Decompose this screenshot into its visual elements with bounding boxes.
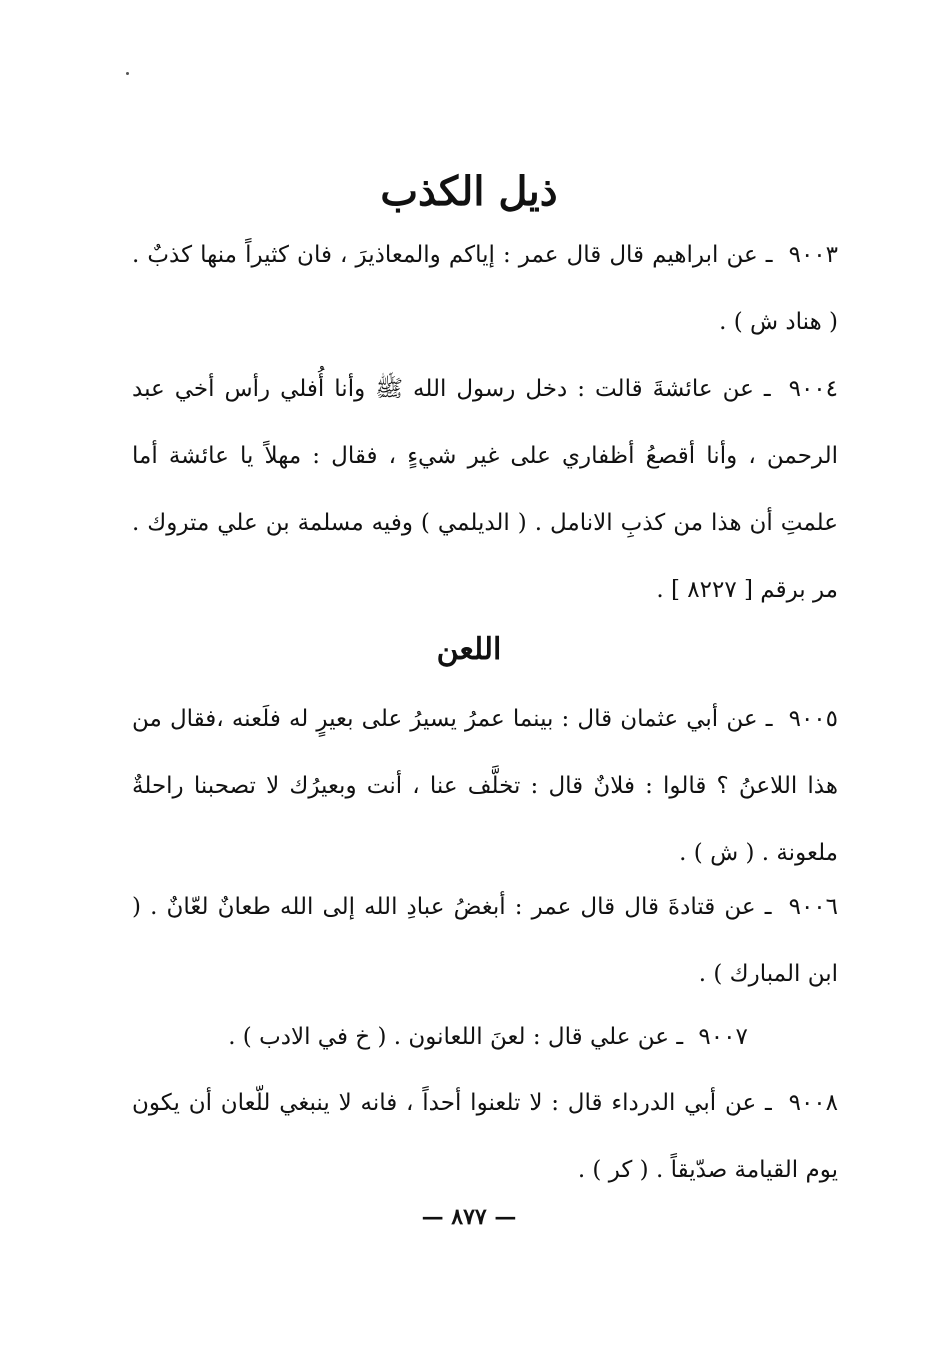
entry-9003 <box>132 222 838 356</box>
entry-text: عن علي قال : لعنَ اللعانون . ( خ في الادب ) . <box>228 1024 670 1050</box>
entry-number: ٩٠٠٨ <box>788 1090 839 1116</box>
entry-separator: ـ <box>765 1090 772 1116</box>
entry-text: عن أبي الدرداء قال : لا تلعنوا أحداً ، فانه لا ينبغي للّعان أن يكون يوم القيامة صدّيقاً . ( كر ) . <box>132 1090 838 1183</box>
entry-number: ٩٠٠٧ <box>698 1024 748 1050</box>
section-heading-cursing: اللعن <box>436 632 502 667</box>
entry-9004 <box>132 356 838 624</box>
entry-text: عن قتادةَ قال قال عمر : أبغضُ عبادِ الله إلى الله طعانٌ لعّانٌ . ( ابن المبارك ) . <box>132 894 838 987</box>
entry-9005 <box>132 686 838 887</box>
speck-mark <box>126 72 129 75</box>
entry-separator: ـ <box>763 376 771 402</box>
entry-text: عن أبي عثمان قال : بينما عمرُ يسيرُ على بعيرٍ له فلَعنه ،فقال من هذا اللاعنُ ؟ قالوا : فلانٌ قال : تخلَّف عنا ، أنت وبعيرُك لا تصحبنا راحلةٌ ملعونة . ( ش ) . <box>132 706 838 866</box>
entry-9008 <box>132 1070 838 1204</box>
entry-9006 <box>132 874 838 1008</box>
section-heading-lying: ذيل الكذب <box>380 168 558 215</box>
entry-separator: ـ <box>765 242 773 268</box>
entry-separator: ـ <box>764 894 772 920</box>
entry-separator: ـ <box>676 1024 684 1050</box>
entry-number: ٩٠٠٥ <box>788 706 839 732</box>
page-number: — ٨٧٧ — <box>421 1204 517 1230</box>
entry-9007 <box>218 1004 758 1071</box>
entry-text: عن ابراهيم قال قال عمر : إياكم والمعاذيرَ ، فان كثيراً منها كذبٌ . ( هناد ش ) . <box>132 242 838 335</box>
entry-text: عن عائشةَ قالت : دخل رسول الله ﷺ وأنا أُفلي رأس أخي عبد الرحمن ، وأنا أقصعُ أظفاري على غير شيءٍ ، فقال : مهلاً يا عائشة أما علمتِ أن هذا من كذبِ الانامل . ( الديلمي ) وفيه مسلمة بن علي متروك . مر برقم [ ٨٢٢٧ ] . <box>132 376 838 603</box>
entry-number: ٩٠٠٤ <box>788 376 839 402</box>
entry-number: ٩٠٠٣ <box>788 242 839 268</box>
entry-number: ٩٠٠٦ <box>788 894 839 920</box>
entry-separator: ـ <box>765 706 773 732</box>
